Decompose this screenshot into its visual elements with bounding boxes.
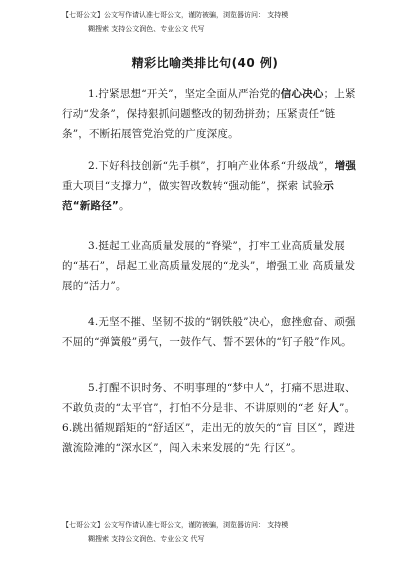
paragraph-3 xyxy=(62,236,358,296)
footer-notice-line-2: 糊搜索 支持公文润色、专业公文 代写 xyxy=(88,535,205,543)
footer-notice xyxy=(62,518,352,546)
paragraph-1-emphasis: 信心决心 xyxy=(280,88,324,100)
paragraph-4-text: 4.无坚不摧、坚韧不拔的“钢铁般”决心，愈挫愈奋、顽强不屈的“弹簧般”勇气，一鼓作气、誓不罢休的“钉子般”作风。 xyxy=(62,316,356,348)
document-title: 精彩比喻类排比句(40 例) xyxy=(131,56,279,70)
header-notice-line-1: 【七哥公文】公文写作请认准七哥公文，谨防被骗，浏览器访问： 支持模 xyxy=(62,11,289,19)
paragraph-4 xyxy=(62,312,358,352)
header-notice xyxy=(62,8,352,36)
paragraph-2-text-c: 。 xyxy=(119,200,130,212)
footer-notice-line-1: 【七哥公文】公文写作请认准七哥公文，谨防被骗，浏览器访问： 支持模 xyxy=(62,521,289,529)
paragraph-1-text-b: ；上紧行动“发条”，保持狠抓问题整改的韧劲拼劲；压紧责任“链条”，不断拓展管党治党的广度深度。 xyxy=(62,88,356,140)
paragraph-3-text: 3.挺起工业高质量发展的“脊梁”，打牢工业高质量发展的“基石”，昂起工业高质量发展的“龙头”，增强工业 高质量发展的“活力”。 xyxy=(62,240,356,292)
paragraph-2-text-b: 重大项目“支撑力”，做实智改数转“强动能”，探索 试验 xyxy=(62,180,324,192)
paragraph-2-text-a: 2.下好科技创新“先手棋”，打响产业体系“升级战”， xyxy=(88,160,335,172)
paragraph-2 xyxy=(62,156,358,216)
paragraph-5-text-a: 5.打醒不识时务、不明事理的“梦中人”，打痛不思进取、不敢负责的“太平官”，打怕不分是非、不讲原则的“老 好 xyxy=(62,382,356,414)
paragraph-2-emphasis-b: 示范“新路径” xyxy=(62,180,334,212)
paragraph-1-text-a: 1.拧紧思想“开关”，坚定全面从严治党的 xyxy=(88,88,281,100)
paragraph-5 xyxy=(62,378,358,458)
paragraph-5-text-b: ”。6.跳出循规蹈矩的“舒适区”，走出无的放矢的“盲 目区”，蹚进激流险滩的“深水区”，闯入未来发展的“先 行区”。 xyxy=(62,402,356,454)
header-notice-line-2: 糊搜索 支持公文润色、专业公文 代写 xyxy=(88,25,205,33)
paragraph-2-emphasis-a: 增强 xyxy=(334,160,357,172)
paragraph-5-emphasis: 人 xyxy=(328,402,340,414)
paragraph-1 xyxy=(62,84,358,144)
